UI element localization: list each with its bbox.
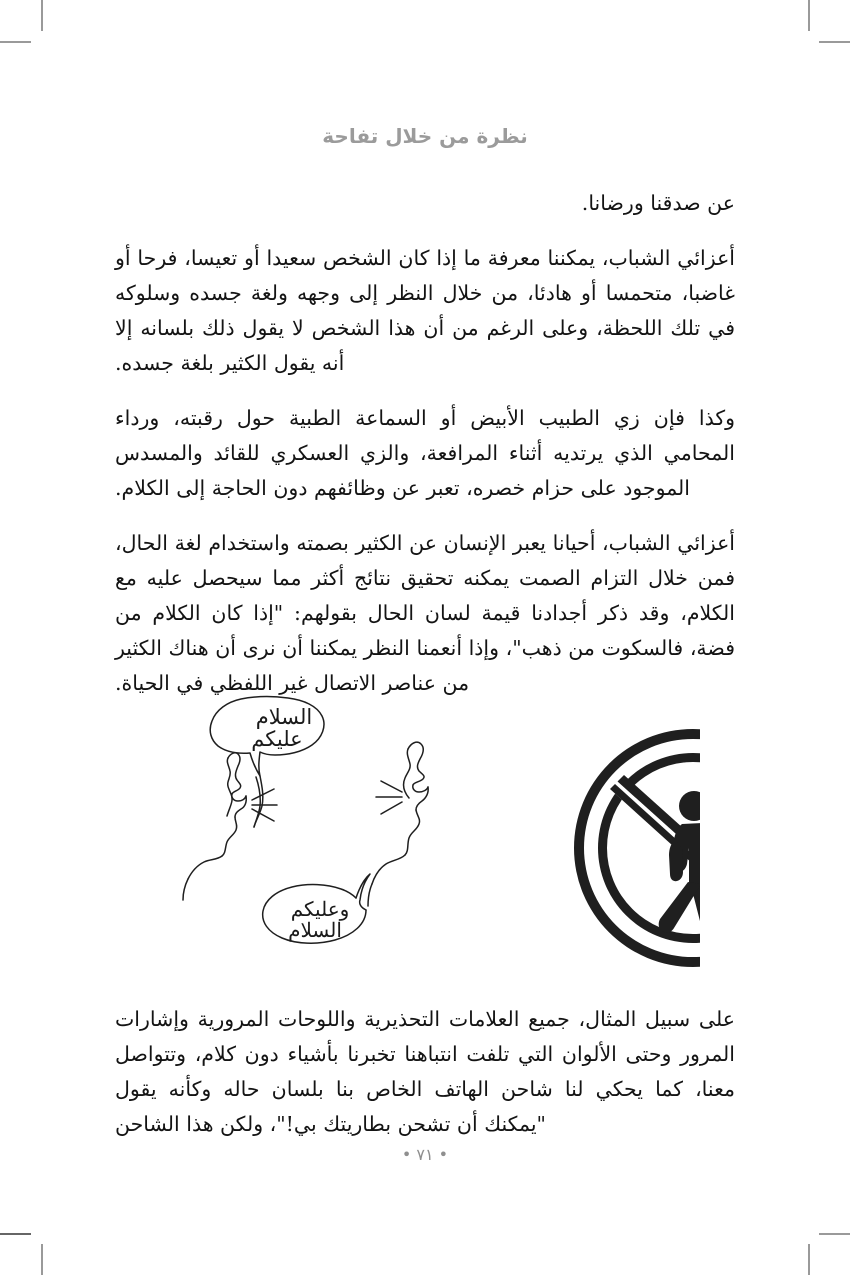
no-pedestrians-sign xyxy=(574,729,700,967)
bubble-greeting-line-1: السلام xyxy=(255,705,313,729)
body-text-lower xyxy=(115,1002,735,1162)
bubble-reply-line-1: وعليكم xyxy=(290,897,350,921)
paragraph-continuation: عن صدقنا ورضانا. xyxy=(581,191,735,215)
crop-mark-bottom-right-vertical xyxy=(808,1244,810,1275)
nonverbal-communication-illustration xyxy=(170,688,700,1000)
running-head: نظرة من خلال تفاحة xyxy=(322,124,528,148)
paragraph-traffic-signs: على سبيل المثال، جميع العلامات التحذيرية واللوحات المرورية وإشارات المرور وحتى الألوان التي تلفت انتباهنا تخبرنا بأشياء دون كلام، وتتواصل معنا، كما يحكي لنا شاحن الهاتف الخاص بنا بلسان حاله وكأنه يقول "يمكنك أن تشحن بطاريتك بي!"، ولكن هذا الشاحن xyxy=(115,1007,735,1136)
crop-mark-bottom-right-horizontal xyxy=(819,1233,850,1235)
crop-mark-bottom-left-horizontal xyxy=(0,1233,31,1235)
crop-mark-bottom-left-vertical xyxy=(41,1244,43,1275)
paragraph-uniforms: وكذا فإن زي الطبيب الأبيض أو السماعة الطبية حول رقبته، ورداء المحامي الذي يرتديه أثناء المرافعة، والزي العسكري للقائد والمسدس الموجود على حزام خصره، تعبر عن وظائفهم دون الحاجة إلى الكلام. xyxy=(115,406,735,500)
bubble-greeting-line-2: عليكم xyxy=(251,727,303,751)
crop-mark-top-left-horizontal xyxy=(0,41,31,43)
crop-mark-top-right-horizontal xyxy=(819,41,850,43)
page-number: • ٧١ • xyxy=(401,1145,449,1164)
paragraph-youth-body-language: أعزائي الشباب، يمكننا معرفة ما إذا كان الشخص سعيدا أو تعيسا، فرحا أو غاضبا، متحمسا أو هادئا، من خلال النظر إلى وجهه ولغة جسده وسلوكه في تلك اللحظة، وعلى الرغم من أن هذا الشخص لا يقول ذلك بلسانه إلا أنه يقول الكثير بلغة جسده. xyxy=(115,246,735,375)
crop-mark-top-left-vertical xyxy=(41,0,43,31)
paragraph-silence-is-golden: أعزائي الشباب، أحيانا يعبر الإنسان عن الكثير بصمته واستخدام لغة الحال، فمن خلال التزام الصمت يمكنه تحقيق نتائج أكثر مما سيحصل عليه مع الكلام، وقد ذكر أجدادنا قيمة لسان الحال بقولهم: "إذا كان الكلام من فضة، فالسكوت من ذهب"، وإذا أنعمنا النظر يمكننا أن نرى أن هناك الكثير من عناصر الاتصال غير اللفظي في الحياة. xyxy=(115,531,735,695)
crop-mark-top-right-vertical xyxy=(808,0,810,31)
face-profile-left xyxy=(183,753,277,900)
bubble-reply-line-2: السلام xyxy=(288,918,342,942)
body-text-upper xyxy=(115,186,735,721)
face-profile-right xyxy=(368,742,428,906)
